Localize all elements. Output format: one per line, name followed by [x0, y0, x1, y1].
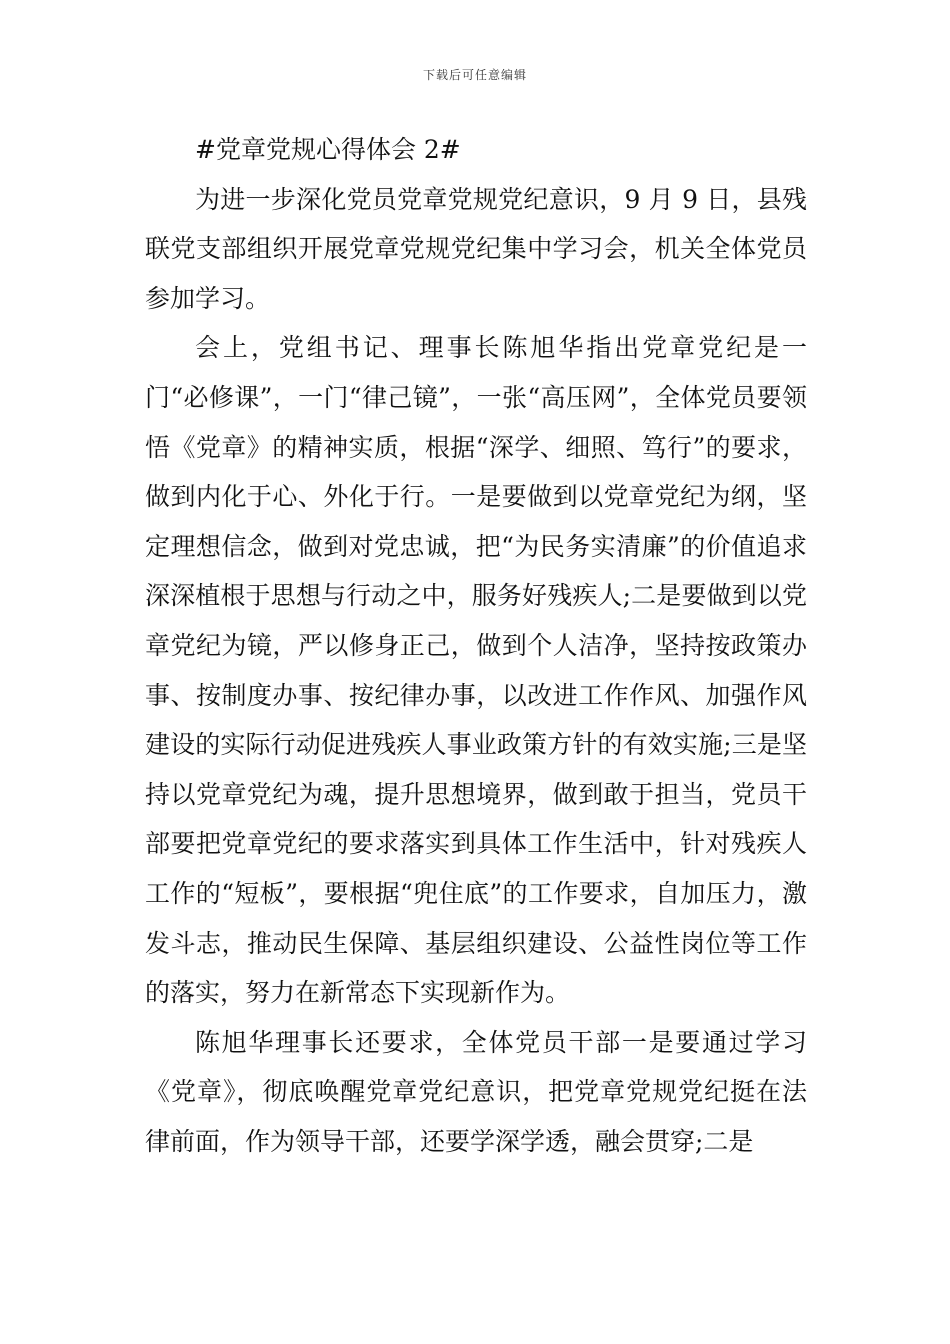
paragraph-3: 陈旭华理事长还要求，全体党员干部一是要通过学习《党章》，彻底唤醒党章党纪意识，把党章党规党纪挺在法律前面，作为领导干部，还要学深学透，融会贯穿;二是	[145, 1027, 807, 1156]
document-heading: #党章党规心得体会 2#	[195, 135, 461, 164]
document-body	[145, 125, 807, 1166]
header-note: 下载后可任意编辑	[422, 68, 527, 82]
paragraph-1: 为进一步深化党员党章党规党纪意识，9 月 9 日，县残联党支部组织开展党章党规党纪集中学习会，机关全体党员参加学习。	[145, 184, 807, 313]
paragraph-2: 会上，党组书记、理事长陈旭华指出党章党纪是一门“必修课”，一门“律己镜”，一张“高压网”，全体党员要领悟《党章》的精神实质，根据“深学、细照、笃行”的要求，做到内化于心、外化于行。一是要做到以党章党纪为纲，坚定理想信念，做到对党忠诚，把“为民务实清廉”的价值追求深深植根于思想与行动之中，服务好残疾人;二是要做到以党章党纪为镜，严以修身正己，做到个人洁净，坚持按政策办事、按制度办事、按纪律办事，以改进工作作风、加强作风建设的实际行动促进残疾人事业政策方针的有效实施;三是坚持以党章党纪为魂，提升思想境界，做到敢于担当，党员干部要把党章党纪的要求落实到具体工作生活中，针对残疾人工作的“短板”，要根据“兜住底”的工作要求，自加压力，激发斗志，推动民生保障、基层组织建设、公益性岗位等工作的落实，努力在新常态下实现新作为。	[145, 333, 807, 1008]
